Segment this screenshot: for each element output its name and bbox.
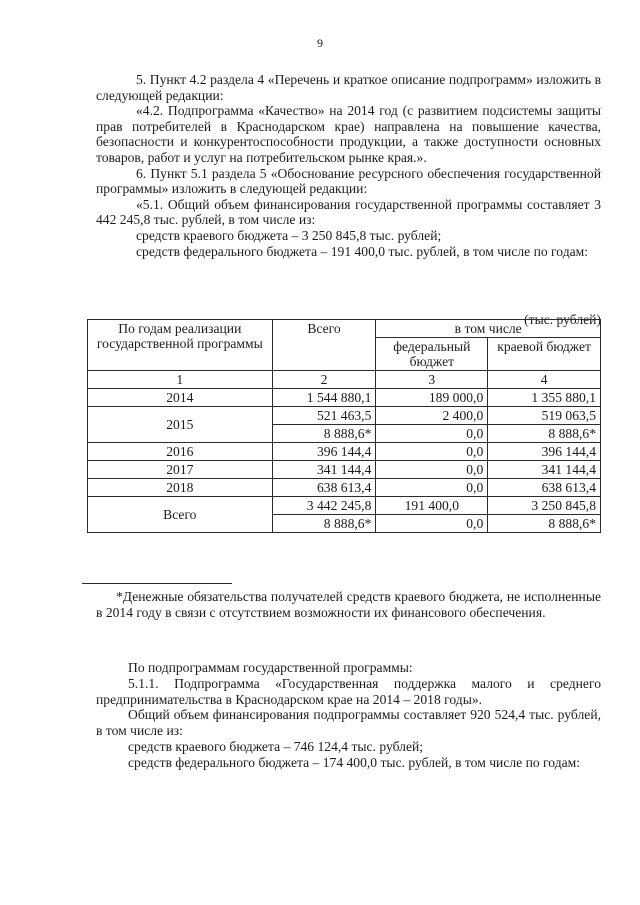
sum-regional: 3 250 845,8 bbox=[488, 497, 601, 515]
row-regional: 638 613,4 bbox=[488, 479, 601, 497]
footnote-text: *Денежные обязательства получателей средств краевого бюджета, не исполненные в 2014 году в связи с отсутствием возможности их финансового обеспечения. bbox=[96, 589, 601, 620]
subprogram-text bbox=[96, 660, 601, 771]
row-total: 1 544 880,1 bbox=[272, 389, 376, 407]
table-row bbox=[88, 443, 601, 461]
row-regional: 341 144,4 bbox=[488, 461, 601, 479]
header-total: Всего bbox=[272, 320, 376, 371]
col-number: 1 bbox=[88, 371, 273, 389]
paragraph-5: 5. Пункт 4.2 раздела 4 «Перечень и краткое описание подпрограмм» изложить в следующей редакции: bbox=[96, 72, 601, 103]
sum-total-carryover: 8 888,6* bbox=[272, 515, 376, 533]
table-row bbox=[88, 389, 601, 407]
sum-regional-carryover: 8 888,6* bbox=[488, 515, 601, 533]
col-number: 2 bbox=[272, 371, 376, 389]
table-header-row bbox=[88, 320, 601, 338]
financing-table bbox=[87, 319, 601, 533]
row-year: 2015 bbox=[88, 407, 273, 443]
row-federal: 2 400,0 bbox=[376, 407, 488, 425]
row-year: 2016 bbox=[88, 443, 273, 461]
table-row bbox=[88, 461, 601, 479]
row-total: 341 144,4 bbox=[272, 461, 376, 479]
table-row bbox=[88, 479, 601, 497]
row-regional: 1 355 880,1 bbox=[488, 389, 601, 407]
sum-federal-carryover: 0,0 bbox=[376, 515, 488, 533]
row-federal: 0,0 bbox=[376, 461, 488, 479]
paragraph-federal-budget: средств федерального бюджета – 191 400,0 тыс. рублей, в том числе по годам: bbox=[136, 243, 589, 259]
paragraph-subprogram-federal: средств федерального бюджета – 174 400,0 тыс. рублей, в том числе по годам: bbox=[128, 754, 581, 770]
total-label: Всего bbox=[88, 497, 273, 533]
header-federal: федеральный бюджет bbox=[376, 338, 488, 371]
footnote-divider bbox=[82, 583, 232, 584]
column-number-row bbox=[88, 371, 601, 389]
sum-federal: 191 400,0 bbox=[376, 497, 488, 515]
row-total: 396 144,4 bbox=[272, 443, 376, 461]
sum-total: 3 442 245,8 bbox=[272, 497, 376, 515]
paragraph-5-1-1: 5.1.1. Подпрограмма «Государственная поддержка малого и среднего предпринимательства в Краснодарском крае на 2014 – 2018 годы». bbox=[96, 675, 601, 707]
paragraph-6: 6. Пункт 5.1 раздела 5 «Обоснование ресурсного обеспечения государственной программы» изложить в следующей редакции: bbox=[96, 165, 601, 197]
paragraph-4-2: «4.2. Подпрограмма «Качество» на 2014 год (с развитием подсистемы защиты прав потребителей в Краснодарском крае) направлена на повышение качества, безопасности и конкурентоспособности продукции, а также доступности основных товаров, работ и услуг на потребительском рынке края.». bbox=[96, 103, 601, 165]
row-regional-carryover: 8 888,6* bbox=[488, 425, 601, 443]
paragraph-subprogram-regional: средств краевого бюджета – 746 124,4 тыс. рублей; bbox=[128, 738, 424, 754]
header-regional: краевой бюджет bbox=[488, 338, 601, 371]
col-number: 4 bbox=[488, 371, 601, 389]
row-regional: 396 144,4 bbox=[488, 443, 601, 461]
paragraph-regional-budget: средств краевого бюджета – 3 250 845,8 тыс. рублей; bbox=[136, 227, 442, 243]
amendment-text bbox=[96, 72, 601, 259]
row-total: 521 463,5 bbox=[272, 407, 376, 425]
col-number: 3 bbox=[376, 371, 488, 389]
row-federal-carryover: 0,0 bbox=[376, 425, 488, 443]
footnote bbox=[96, 589, 601, 620]
paragraph-subprogram-total: Общий объем финансирования подпрограммы составляет 920 524,4 тыс. рублей, в том числе из: bbox=[96, 707, 601, 739]
row-year: 2018 bbox=[88, 479, 273, 497]
row-total-carryover: 8 888,6* bbox=[272, 425, 376, 443]
table-units: (тыс. рублей) bbox=[524, 312, 601, 327]
table-total-row bbox=[88, 497, 601, 515]
page-number: 9 bbox=[317, 36, 323, 50]
paragraph-5-1: «5.1. Общий объем финансирования государственной программы составляет 3 442 245,8 тыс. рублей, в том числе из: bbox=[96, 196, 601, 228]
row-year: 2014 bbox=[88, 389, 273, 407]
row-regional: 519 063,5 bbox=[488, 407, 601, 425]
paragraph-subprograms: По подпрограммам государственной программы: bbox=[128, 660, 413, 675]
row-federal: 0,0 bbox=[376, 443, 488, 461]
row-federal: 0,0 bbox=[376, 479, 488, 497]
row-total: 638 613,4 bbox=[272, 479, 376, 497]
table-row bbox=[88, 407, 601, 425]
header-years: По годам реализации государственной программы bbox=[88, 320, 273, 371]
row-federal: 189 000,0 bbox=[376, 389, 488, 407]
header-including: в том числе bbox=[376, 320, 601, 338]
row-year: 2017 bbox=[88, 461, 273, 479]
